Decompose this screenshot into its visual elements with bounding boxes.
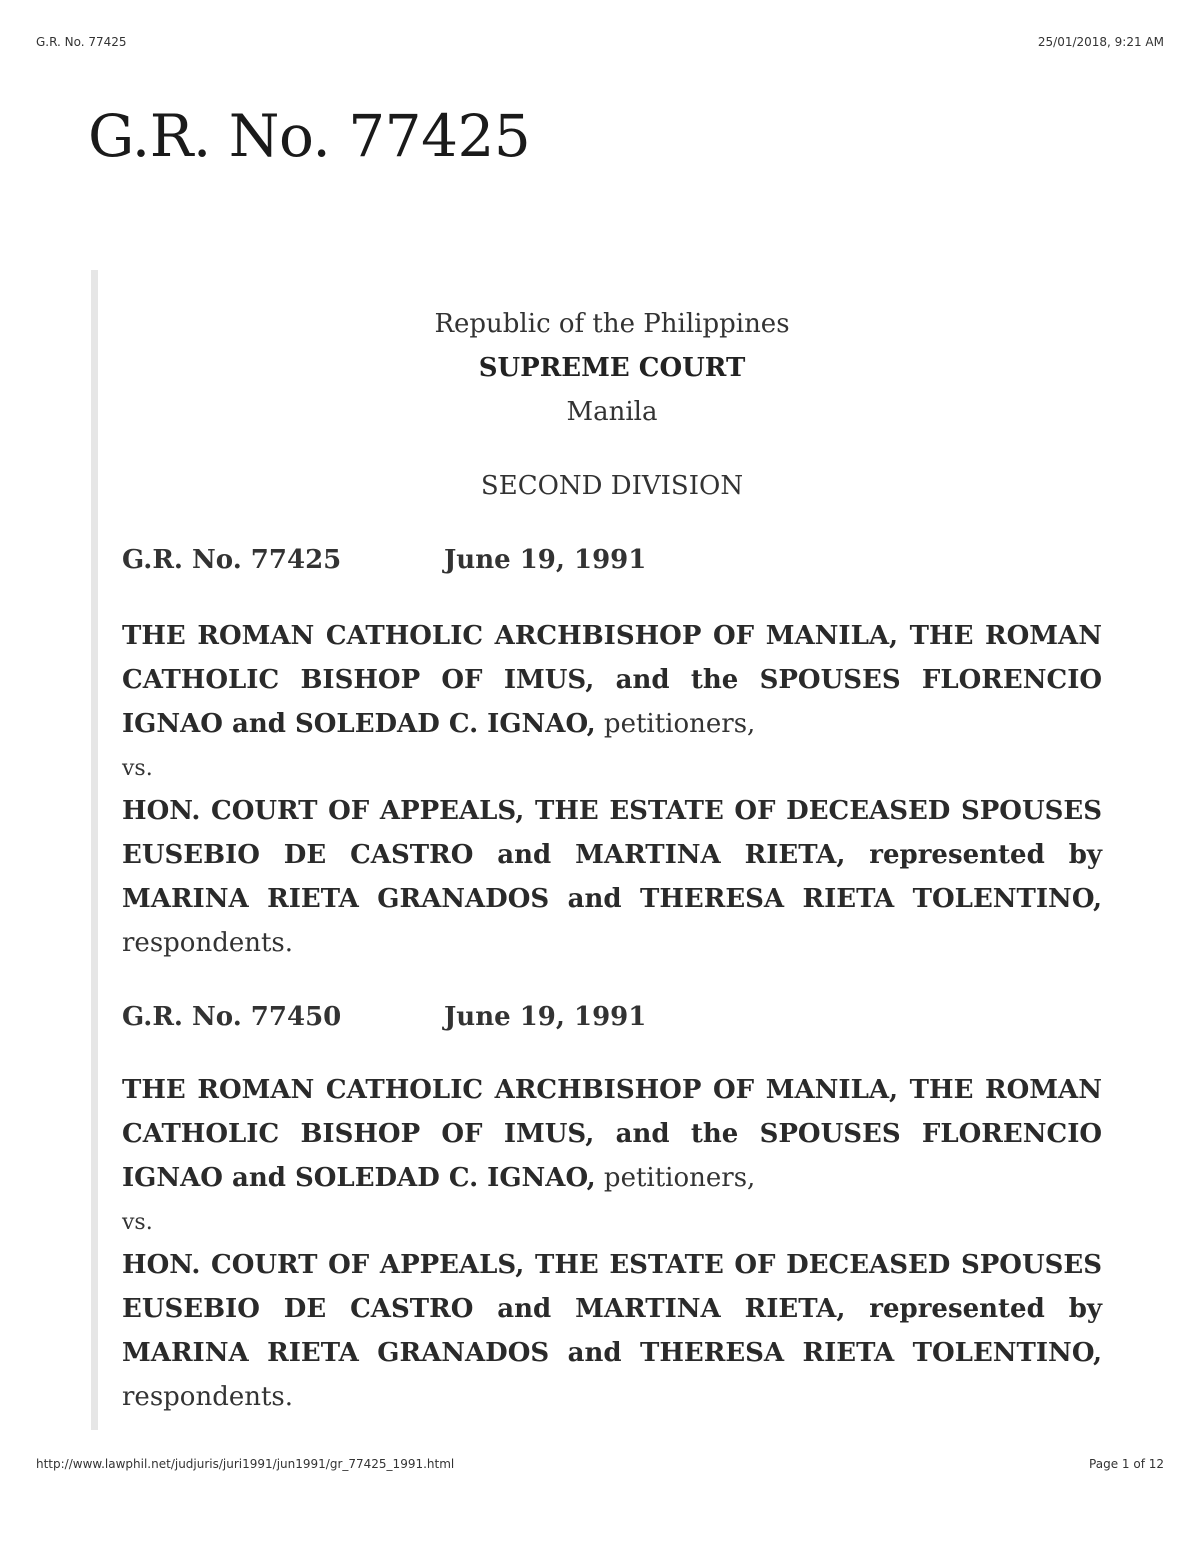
case-heading [122, 545, 646, 575]
republic-line: Republic of the Philippines [434, 309, 790, 339]
case-date: June 19, 1991 [444, 545, 647, 575]
source-url: http://www.lawphil.net/judjuris/juri1991/jun1991/gr_77425_1991.html [36, 1457, 455, 1471]
blockquote-bar [91, 270, 98, 1430]
page-counter: Page 1 of 12 [1089, 1457, 1164, 1471]
page-title: G.R. No. 77425 [88, 102, 531, 170]
respondents-block [122, 1243, 1102, 1419]
court-city: Manila [566, 397, 658, 427]
case-date: June 19, 1991 [444, 1002, 647, 1032]
petitioners-block [122, 614, 1102, 746]
versus-label: vs. [122, 1210, 153, 1235]
print-header-title: G.R. No. 77425 [36, 35, 127, 49]
petitioners-block [122, 1068, 1102, 1200]
respondents-role: respondents. [122, 1382, 294, 1412]
petitioners-names: THE ROMAN CATHOLIC ARCHBISHOP OF MANILA, THE ROMAN CATHOLIC BISHOP OF IMUS, and the SPOUSES FLORENCIO IGNAO and SOLEDAD C. IGNAO, [122, 621, 1102, 739]
petitioners-names: THE ROMAN CATHOLIC ARCHBISHOP OF MANILA, THE ROMAN CATHOLIC BISHOP OF IMUS, and the SPOUSES FLORENCIO IGNAO and SOLEDAD C. IGNAO, [122, 1075, 1102, 1193]
respondents-role: respondents. [122, 928, 294, 958]
respondents-names: HON. COURT OF APPEALS, THE ESTATE OF DECEASED SPOUSES EUSEBIO DE CASTRO and MARTINA RIETA, represented by MARINA RIETA GRANADOS and THERESA RIETA TOLENTINO, [122, 796, 1102, 914]
court-name: SUPREME COURT [478, 353, 746, 383]
division-label: SECOND DIVISION [480, 471, 744, 501]
case-gr-number: G.R. No. 77450 [122, 1002, 342, 1032]
print-header-datetime: 25/01/2018, 9:21 AM [1037, 35, 1164, 49]
case-gr-number: G.R. No. 77425 [122, 545, 342, 575]
respondents-block [122, 789, 1102, 965]
case-heading [122, 1002, 646, 1032]
petitioners-role: petitioners, [603, 1163, 756, 1193]
versus-label: vs. [122, 756, 153, 781]
respondents-names: HON. COURT OF APPEALS, THE ESTATE OF DECEASED SPOUSES EUSEBIO DE CASTRO and MARTINA RIETA, represented by MARINA RIETA GRANADOS and THERESA RIETA TOLENTINO, [122, 1250, 1102, 1368]
petitioners-role: petitioners, [603, 709, 756, 739]
